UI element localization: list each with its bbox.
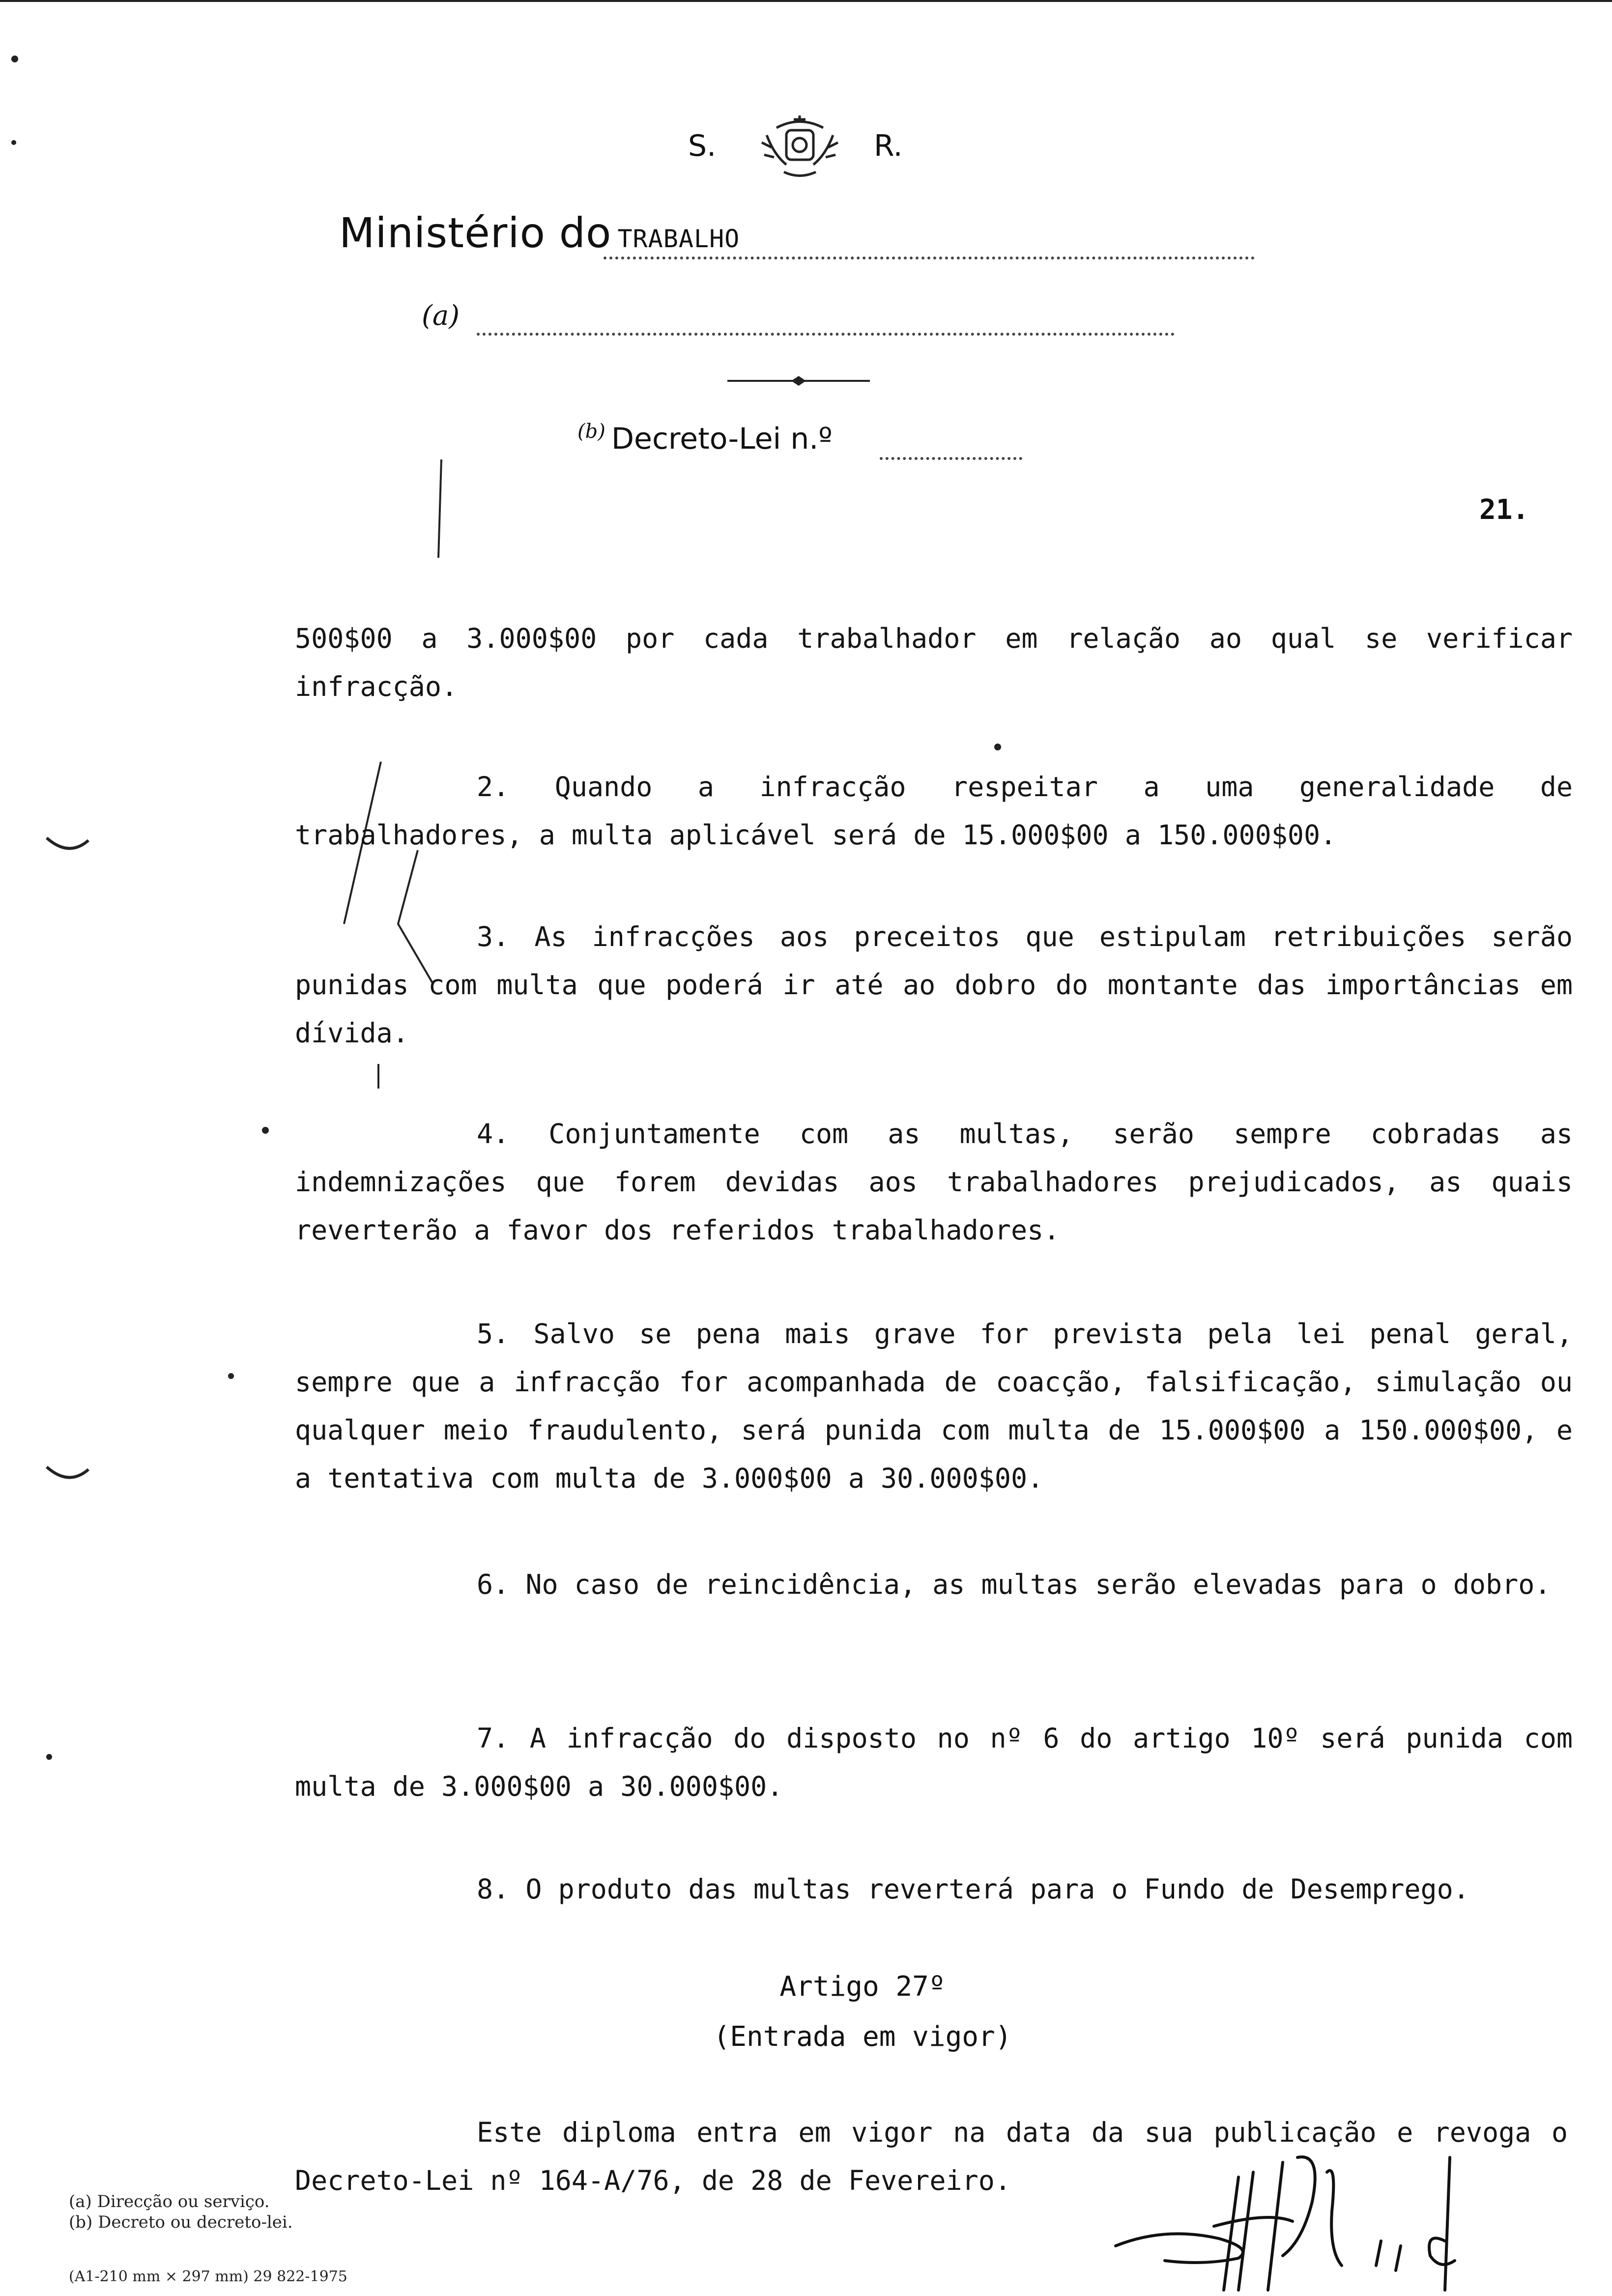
footnote-b: (b) Decreto ou decreto-lei. bbox=[69, 2212, 293, 2232]
divider-ornament bbox=[725, 373, 872, 388]
ministry-label: Ministério do bbox=[339, 209, 612, 257]
paragraph-3: 3. As infracções aos preceitos que estipulam retribuições serão punidas com multa que poderá ir até ao dobro do montante das importâncias em dívida. bbox=[295, 921, 1573, 1049]
ministry-line bbox=[339, 209, 740, 257]
header-initial-right: R. bbox=[874, 129, 903, 163]
margin-hole-mark bbox=[47, 1467, 88, 1477]
paragraph-8: 8. O produto das multas reverterá para o Fundo de Desemprego. bbox=[477, 1873, 1469, 1905]
paragraph-final: Este diploma entra em vigor na data da sua publicação e revoga o Decreto-Lei nº 164-A/76, de 28 de Fevereiro. bbox=[295, 2117, 1568, 2196]
coat-of-arms-icon bbox=[747, 106, 853, 184]
handwritten-signature bbox=[1106, 2143, 1514, 2296]
paragraph-7: 7. A infracção do disposto no nº 6 do artigo 10º será punida com multa de 3.000$00 a 30.000$00. bbox=[295, 1722, 1573, 1802]
paragraph-5: 5. Salvo se pena mais grave for prevista pela lei penal geral, sempre que a infracção for acompanhada de coacção, falsificação, simulação ou qualquer meio fraudulento, será punida com multa de 15.000$00 a 150.000$00, e a tentativa com multa de 3.000$00 a 30.000$00. bbox=[295, 1318, 1573, 1494]
decree-dotted-line bbox=[880, 457, 1022, 460]
decree-marker: (b) bbox=[577, 420, 605, 443]
article-title: Artigo 27º bbox=[779, 1971, 946, 2003]
page-number: 21. bbox=[1479, 494, 1529, 526]
paragraph-6: 6. No caso de reincidência, as multas serão elevadas para o dobro. bbox=[477, 1569, 1551, 1600]
paragraph-continuation: 500$00 a 3.000$00 por cada trabalhador em relação ao qual se verificar infracção. bbox=[295, 623, 1573, 702]
ministry-name: TRABALHO bbox=[617, 225, 740, 253]
paragraph-2: 2. Quando a infracção respeitar a uma generalidade de trabalhadores, a multa aplicável será de 15.000$00 a 150.000$00. bbox=[295, 771, 1573, 851]
header-initial-left: S. bbox=[688, 129, 717, 163]
margin-hole-mark bbox=[47, 838, 88, 848]
page-top-border bbox=[0, 0, 1612, 2]
footnote-a: (a) Direcção ou serviço. bbox=[69, 2192, 270, 2211]
paragraph-4: 4. Conjuntamente com as multas, serão sempre cobradas as indemnizações que forem devidas aos trabalhadores prejudicados, as quais reverterão a favor dos referidos trabalhadores. bbox=[295, 1118, 1573, 1246]
field-a-marker: (a) bbox=[422, 300, 460, 332]
article-subtitle: (Entrada em vigor) bbox=[713, 2021, 1012, 2053]
print-reference: (A1-210 mm × 297 mm) 29 822-1975 bbox=[69, 2268, 347, 2285]
ministry-dotted-line bbox=[604, 257, 1255, 259]
decree-line bbox=[577, 420, 833, 456]
pen-stroke bbox=[438, 459, 441, 558]
field-a-dotted-line bbox=[477, 333, 1175, 336]
decree-label: Decreto-Lei n.º bbox=[611, 422, 833, 456]
